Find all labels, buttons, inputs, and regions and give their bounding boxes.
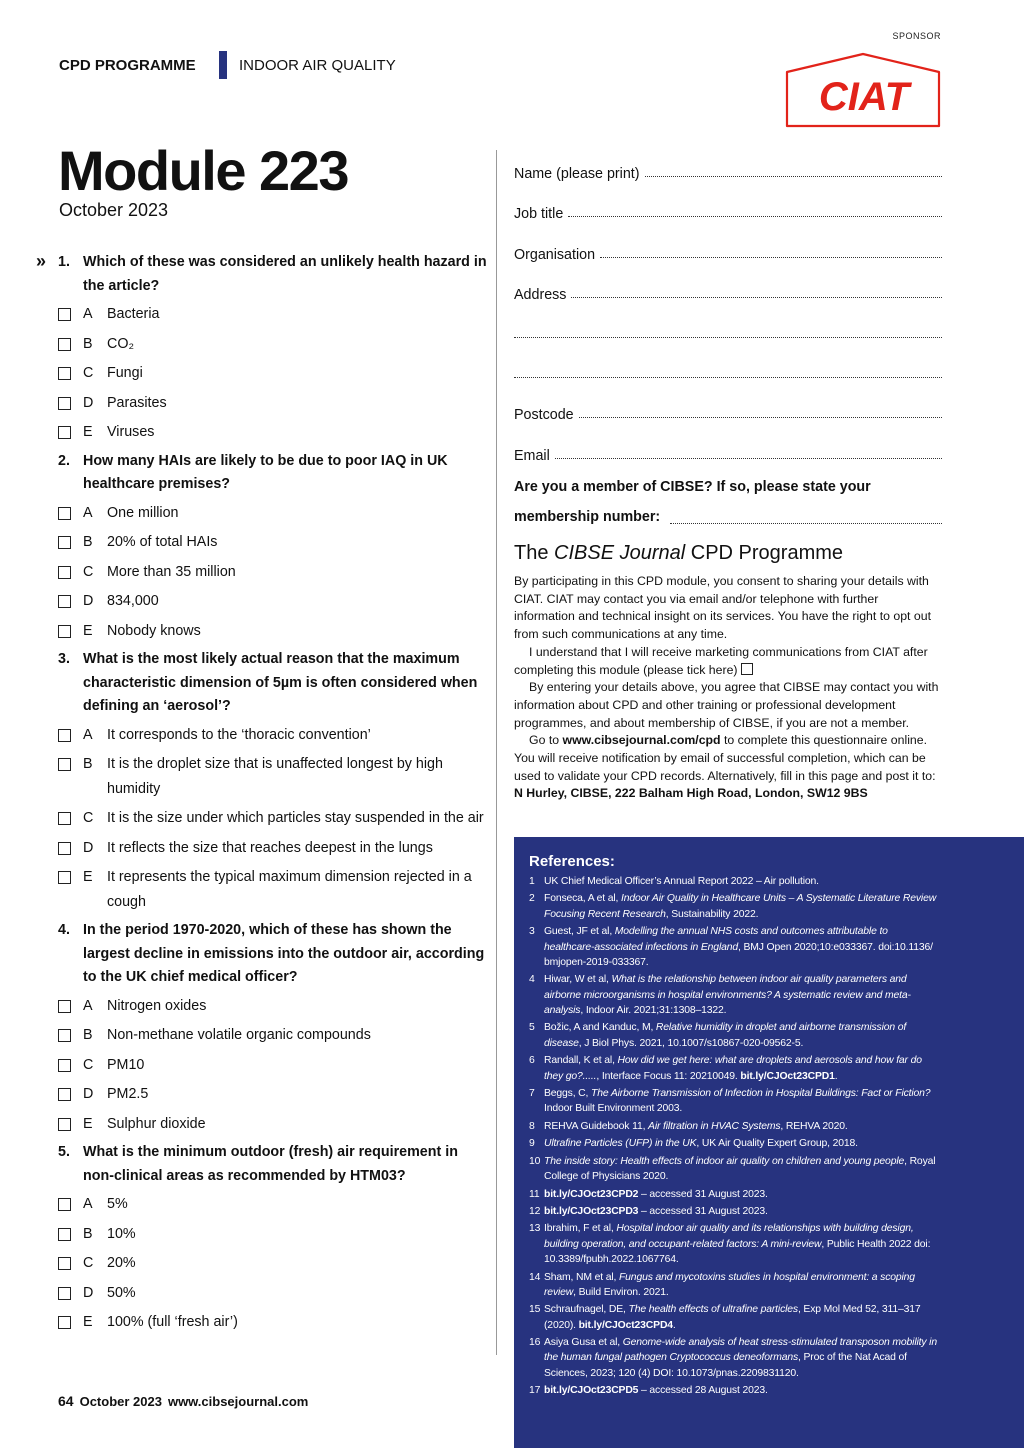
question-text: What is the most likely actual reason that the maximum characteristic dimension of 5µm is often considered when defining an ‘aerosol’? xyxy=(83,651,478,714)
column-divider xyxy=(496,150,497,1355)
option-letter: E xyxy=(83,424,93,440)
reference-item xyxy=(529,891,940,922)
answer-option[interactable] xyxy=(58,752,488,801)
reference-number: 10 xyxy=(529,1155,541,1167)
option-text: It is the droplet size that is unaffected longest by high humidity xyxy=(107,756,443,797)
reference-text: UK Chief Medical Officer’s Annual Report 2022 – Air pollution. xyxy=(544,876,819,887)
answer-option[interactable] xyxy=(58,302,488,327)
reference-item xyxy=(529,1270,940,1301)
option-letter: E xyxy=(83,1115,93,1132)
answer-checkbox[interactable] xyxy=(58,367,71,380)
answer-option[interactable] xyxy=(58,361,488,386)
answer-checkbox[interactable] xyxy=(58,338,71,351)
reference-item xyxy=(529,1302,940,1333)
organisation-label: Organisation xyxy=(514,246,596,263)
option-text: 20% xyxy=(107,1255,136,1271)
option-letter: D xyxy=(83,593,94,609)
job-title-label: Job title xyxy=(514,206,564,223)
reference-item xyxy=(529,1020,940,1051)
answer-option[interactable] xyxy=(58,1251,488,1276)
reference-number: 13 xyxy=(529,1223,541,1235)
answer-option[interactable] xyxy=(58,1023,488,1048)
reference-item xyxy=(529,972,940,1018)
answer-option[interactable] xyxy=(58,530,488,555)
option-letter: A xyxy=(83,726,93,743)
question-2 xyxy=(58,450,488,497)
reference-text: Sham, NM et al, Fungus and mycotoxins studies in hospital environment: a scoping review, Build Environ. 2021. xyxy=(544,1271,915,1298)
module-date: October 2023 xyxy=(59,200,169,220)
marketing-paragraph: I understand that I will receive marketing communications from CIAT after completing this module (please tick here) xyxy=(514,644,928,677)
double-chevron-icon: » xyxy=(36,251,47,271)
question-number: 5. xyxy=(58,1144,70,1160)
answer-option[interactable] xyxy=(58,589,488,614)
reference-item xyxy=(529,1119,940,1134)
question-number: 3. xyxy=(58,651,70,667)
reference-text: bit.ly/CJOct23CPD3 – accessed 31 August 2023. xyxy=(544,1206,768,1217)
reference-number: 14 xyxy=(529,1271,541,1283)
option-text: PM10 xyxy=(107,1056,145,1073)
answer-checkbox[interactable] xyxy=(58,308,71,321)
answer-checkbox[interactable] xyxy=(58,1000,71,1013)
job-title-field[interactable] xyxy=(568,216,942,217)
answer-option[interactable] xyxy=(58,501,488,526)
option-letter: D xyxy=(83,839,94,856)
option-letter: C xyxy=(83,810,94,826)
answer-checkbox[interactable] xyxy=(58,566,71,579)
answer-option[interactable] xyxy=(58,994,488,1019)
answer-checkbox[interactable] xyxy=(58,426,71,439)
answer-checkbox[interactable] xyxy=(58,1316,71,1329)
option-text: More than 35 million xyxy=(107,563,236,580)
email-field[interactable] xyxy=(555,458,942,459)
answer-option[interactable] xyxy=(58,1112,488,1137)
section-label: INDOOR AIR QUALITY xyxy=(239,57,396,74)
organisation-field[interactable] xyxy=(600,257,942,258)
answer-checkbox[interactable] xyxy=(58,812,71,825)
references-title: References: xyxy=(529,853,615,870)
ciat-logo xyxy=(784,52,942,130)
option-letter: B xyxy=(83,1027,93,1043)
option-letter: E xyxy=(83,622,93,639)
reference-item xyxy=(529,1086,940,1117)
references-panel xyxy=(514,837,1024,1448)
answer-checkbox[interactable] xyxy=(58,1029,71,1042)
reference-number: 17 xyxy=(529,1385,541,1397)
option-text: CO₂ xyxy=(107,335,134,352)
question-text: What is the minimum outdoor (fresh) air requirement in non-clinical areas as recommended by HTM03? xyxy=(83,1144,458,1184)
footer-site: www.cibsejournal.com xyxy=(167,1394,309,1409)
option-text: Fungi xyxy=(107,365,143,381)
option-text: Nobody knows xyxy=(107,622,201,639)
answer-option[interactable] xyxy=(58,806,488,831)
answer-option[interactable] xyxy=(58,1192,488,1217)
option-letter: A xyxy=(83,504,93,521)
reference-text: Fonseca, A et al, Indoor Air Quality in Healthcare Units – A Systematic Literature Review Focusing Recent Research, Sustainability 2022. xyxy=(544,893,937,920)
answer-option[interactable] xyxy=(58,391,488,416)
option-text: 5% xyxy=(107,1196,128,1212)
answer-option[interactable] xyxy=(58,1310,488,1335)
reference-number: 9 xyxy=(529,1138,535,1150)
option-letter: B xyxy=(83,335,93,352)
option-letter: B xyxy=(83,756,93,772)
online-paragraph: Go to www.cibsejournal.com/cpd to complete this questionnaire online. You will receive notification by email of successful completion, which can be used to validate your CPD records. Alternatively, fill in this page and post it to: N Hurley, CIBSE, 222 Balham High Road, London, SW12 9BS xyxy=(514,733,936,801)
option-letter: A xyxy=(83,1196,93,1212)
marketing-tick-box[interactable] xyxy=(741,663,753,675)
answer-checkbox[interactable] xyxy=(58,1198,71,1211)
reference-text: Božic, A and Kanduc, M, Relative humidity in droplet and airborne transmission of disease, J Biol Phys. 2021, 10.1007/s10867-020-09562-5. xyxy=(544,1022,907,1049)
option-text: One million xyxy=(107,504,179,521)
membership-question: Are you a member of CIBSE? If so, please state your xyxy=(514,478,871,495)
reference-text: Randall, K et al, How did we get here: what are droplets and aerosols and how far do they go?....., Interface Focus 11: 20210049. bit.ly/CJOct23CPD1. xyxy=(544,1055,922,1082)
reference-number: 5 xyxy=(529,1022,535,1034)
reference-text: Hiwar, W et al, What is the relationship between indoor air quality parameters and airborne microorganisms in hospital environments? A systematic review and meta-analysis, Indoor Air. 2021;31:1308–1322. xyxy=(544,974,911,1016)
answer-checkbox[interactable] xyxy=(58,1287,71,1300)
page-footer xyxy=(58,1393,314,1409)
name-label: Name (please print) xyxy=(514,166,640,183)
address-field-1[interactable] xyxy=(571,297,942,298)
cibse-contact-paragraph: By entering your details above, you agree that CIBSE may contact you with information about CPD and other training or professional development programmes, and about membership of CIBSE, if you are not a member. xyxy=(514,680,939,730)
option-text: PM2.5 xyxy=(107,1086,149,1102)
option-letter: C xyxy=(83,365,94,381)
reference-text: The inside story: Health effects of indoor air quality on children and young people, Royal College of Physicians 2020. xyxy=(544,1155,936,1183)
reference-number: 2 xyxy=(529,893,535,905)
option-letter: A xyxy=(83,997,93,1014)
answer-option[interactable] xyxy=(58,1053,488,1078)
option-text: Bacteria xyxy=(107,306,160,322)
reference-text: bit.ly/CJOct23CPD5 – accessed 28 August 2023. xyxy=(544,1385,768,1397)
details-form xyxy=(514,142,942,532)
answer-option[interactable] xyxy=(58,1222,488,1247)
question-text: In the period 1970-2020, which of these has shown the largest decline in emissions into the outdoor air, according to the UK chief medical officer? xyxy=(83,922,485,985)
membership-number-label: membership number: xyxy=(514,508,661,525)
answer-option[interactable] xyxy=(58,1082,488,1107)
postal-address: N Hurley, CIBSE, 222 Balham High Road, London, SW12 9BS xyxy=(514,786,868,801)
option-text: It is the size under which particles stay suspended in the air xyxy=(107,810,484,826)
option-letter: A xyxy=(83,306,93,322)
reference-item xyxy=(529,1221,940,1267)
reference-number: 4 xyxy=(529,974,535,986)
answer-checkbox[interactable] xyxy=(58,1059,71,1072)
option-letter: D xyxy=(83,1086,94,1102)
email-label: Email xyxy=(514,447,550,464)
answer-checkbox[interactable] xyxy=(58,536,71,549)
option-letter: D xyxy=(83,1284,94,1301)
reference-number: 8 xyxy=(529,1120,535,1132)
header-divider-bar xyxy=(219,51,227,79)
answer-checkbox[interactable] xyxy=(58,595,71,608)
reference-text: REHVA Guidebook 11, Air filtration in HVAC Systems, REHVA 2020. xyxy=(544,1120,848,1132)
answer-checkbox[interactable] xyxy=(58,625,71,638)
option-text: Sulphur dioxide xyxy=(107,1115,206,1132)
reference-text: Guest, JF et al, Modelling the annual NHS costs and outcomes attributable to healthcare-associated infections in England, BMJ Open 2020;10:e033367. doi:10.1136/ bmjopen-2019-033367. xyxy=(544,926,933,968)
option-text: 10% xyxy=(107,1225,136,1242)
name-field[interactable] xyxy=(645,176,942,177)
reference-item xyxy=(529,1335,940,1381)
cpd-url-link[interactable]: www.cibsejournal.com/cpd xyxy=(562,733,721,748)
option-letter: B xyxy=(83,534,93,550)
reference-text: Ultrafine Particles (UFP) in the UK, UK Air Quality Expert Group, 2018. xyxy=(544,1138,858,1150)
option-text: It represents the typical maximum dimension rejected in a cough xyxy=(107,869,472,910)
answer-option[interactable] xyxy=(58,332,488,357)
reference-text: Schraufnagel, DE, The health effects of ultrafine particles, Exp Mol Med 52, 311–317 (2020). bit.ly/CJOct23CPD4. xyxy=(544,1304,921,1331)
address-label: Address xyxy=(514,286,567,303)
answer-checkbox[interactable] xyxy=(58,1257,71,1270)
option-text: 20% of total HAIs xyxy=(107,534,218,550)
question-4 xyxy=(58,919,488,990)
answer-checkbox[interactable] xyxy=(58,871,71,884)
reference-item xyxy=(529,1053,940,1084)
question-number: 1. xyxy=(58,254,70,270)
option-text: 834,000 xyxy=(107,593,159,609)
reference-item xyxy=(529,1154,940,1185)
question-number: 4. xyxy=(58,922,70,938)
option-text: Parasites xyxy=(107,394,167,411)
postcode-label: Postcode xyxy=(514,407,574,424)
reference-number: 6 xyxy=(529,1055,535,1067)
reference-number: 1 xyxy=(529,876,535,887)
programme-text xyxy=(514,573,942,803)
reference-item xyxy=(529,1204,940,1219)
page-number: 64 xyxy=(58,1393,74,1409)
option-text: 100% (full ‘fresh air’) xyxy=(107,1314,238,1330)
programme-label: CPD PROGRAMME xyxy=(59,57,196,74)
references-list xyxy=(529,874,940,1399)
reference-text: Beggs, C, The Airborne Transmission of Infection in Hospital Buildings: Fact or Fiction? Indoor Built Environment 2003. xyxy=(544,1087,931,1115)
answer-option[interactable] xyxy=(58,723,488,748)
option-letter: C xyxy=(83,1255,94,1271)
answer-option[interactable] xyxy=(58,420,488,445)
sponsor-label: SPONSOR xyxy=(892,31,941,41)
reference-number: 11 xyxy=(529,1188,540,1200)
address-field-2[interactable] xyxy=(514,337,942,338)
answer-checkbox[interactable] xyxy=(58,1088,71,1101)
address-field-3[interactable] xyxy=(514,377,942,378)
option-letter: E xyxy=(83,1314,93,1330)
reference-item xyxy=(529,1187,940,1202)
question-3 xyxy=(58,648,488,719)
answer-option[interactable] xyxy=(58,560,488,585)
consent-paragraph: By participating in this CPD module, you consent to sharing your details with CIAT. CIAT may contact you via email and/or telephone with further information and technical insight on its services. You have the right to opt out from such communications at any time. xyxy=(514,574,931,642)
question-1 xyxy=(36,251,488,298)
option-letter: E xyxy=(83,869,93,885)
programme-title: The CIBSE Journal CPD Programme xyxy=(514,542,844,564)
reference-item xyxy=(529,1383,940,1398)
answer-option[interactable] xyxy=(58,865,488,914)
reference-item xyxy=(529,1136,940,1151)
reference-number: 15 xyxy=(529,1304,541,1316)
reference-text: Asiya Gusa et al, Genome-wide analysis of heat stress-stimulated transposon mobility in the human fungal pathogen Cryptococcus deneoformans, Proc of the Nat Acad of Sciences, 2023; 120 (4) DOI: 10.1073/pnas.2209831120. xyxy=(544,1337,937,1379)
reference-number: 3 xyxy=(529,926,535,938)
reference-number: 7 xyxy=(529,1087,535,1099)
question-5 xyxy=(58,1141,488,1188)
reference-item xyxy=(529,874,940,889)
reference-number: 16 xyxy=(529,1337,541,1349)
postcode-field[interactable] xyxy=(579,417,942,418)
option-letter: D xyxy=(83,394,94,411)
reference-item xyxy=(529,924,940,970)
option-letter: C xyxy=(83,563,94,580)
question-text: How many HAIs are likely to be due to poor IAQ in UK healthcare premises? xyxy=(83,452,448,492)
answer-checkbox[interactable] xyxy=(58,729,71,742)
answer-option[interactable] xyxy=(58,1281,488,1306)
option-text: 50% xyxy=(107,1284,136,1301)
answer-checkbox[interactable] xyxy=(58,1118,71,1131)
answer-checkbox[interactable] xyxy=(58,507,71,520)
question-text: Which of these was considered an unlikely health hazard in the article? xyxy=(83,254,487,294)
membership-number-field[interactable] xyxy=(670,523,942,524)
questions-list xyxy=(36,246,488,1340)
option-text: It reflects the size that reaches deepest in the lungs xyxy=(107,839,433,856)
answer-checkbox[interactable] xyxy=(58,842,71,855)
footer-date: October 2023 xyxy=(79,1394,162,1409)
option-text: Viruses xyxy=(107,424,155,440)
answer-option[interactable] xyxy=(58,836,488,861)
option-text: It corresponds to the ‘thoracic convention’ xyxy=(107,726,371,743)
question-number: 2. xyxy=(58,452,70,469)
answer-checkbox[interactable] xyxy=(58,397,71,410)
module-title: Module 223 xyxy=(58,139,348,202)
answer-checkbox[interactable] xyxy=(58,1228,71,1241)
reference-number: 12 xyxy=(529,1206,541,1217)
svg-text:CIAT: CIAT xyxy=(818,75,910,119)
option-letter: B xyxy=(83,1225,93,1242)
reference-text: bit.ly/CJOct23CPD2 – accessed 31 August 2023. xyxy=(544,1188,768,1200)
reference-text: Ibrahim, F et al, Hospital indoor air quality and its relationships with building design, building operation, and occupant-related factors: A mini-review, Public Health 2022 doi: 10.3389/fpubh.2022.1067764. xyxy=(544,1223,931,1266)
option-text: Non-methane volatile organic compounds xyxy=(107,1027,371,1043)
answer-option[interactable] xyxy=(58,619,488,644)
option-text: Nitrogen oxides xyxy=(107,997,207,1014)
option-letter: C xyxy=(83,1056,94,1073)
answer-checkbox[interactable] xyxy=(58,758,71,771)
